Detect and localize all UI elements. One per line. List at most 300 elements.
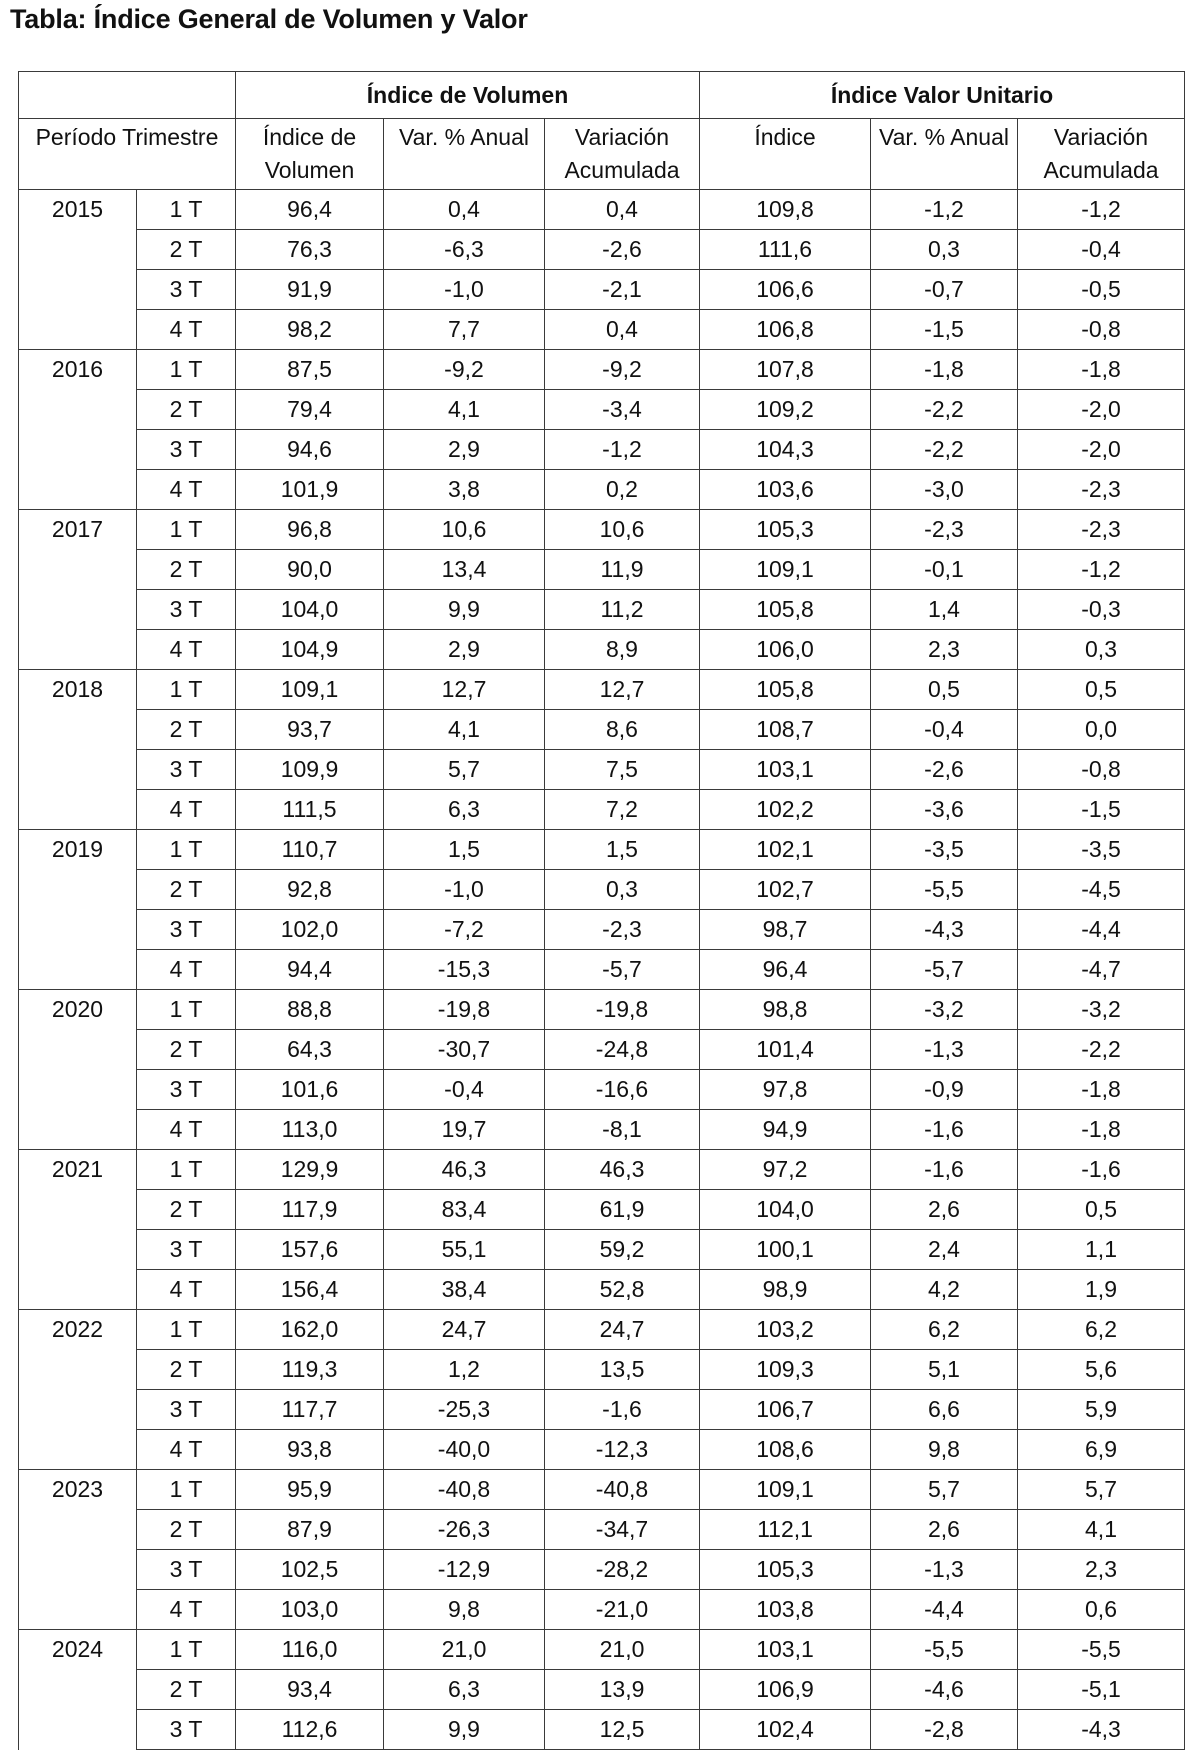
year-cell — [19, 1510, 137, 1550]
val-var-anual-cell: -1,6 — [871, 1110, 1018, 1150]
quarter-cell: 3 T — [137, 910, 236, 950]
quarter-cell: 3 T — [137, 1230, 236, 1270]
val-var-anual-cell: -1,5 — [871, 310, 1018, 350]
vol-indice-cell: 119,3 — [236, 1350, 384, 1390]
val-indice-cell: 103,8 — [700, 1590, 871, 1630]
vol-var-acum-cell: -2,3 — [545, 910, 700, 950]
vol-var-acum-cell: -40,8 — [545, 1470, 700, 1510]
year-cell: 2024 — [19, 1630, 137, 1670]
year-cell — [19, 710, 137, 750]
table-row — [19, 1670, 1185, 1710]
vol-indice-cell: 102,0 — [236, 910, 384, 950]
header-group-row — [19, 72, 1185, 119]
val-var-anual-cell: -2,3 — [871, 510, 1018, 550]
vol-indice-cell: 91,9 — [236, 270, 384, 310]
val-var-acum-cell: 1,9 — [1018, 1270, 1185, 1310]
val-indice-cell: 96,4 — [700, 950, 871, 990]
page-title: Tabla: Índice General de Volumen y Valor — [10, 4, 528, 34]
val-var-acum-cell: -1,8 — [1018, 1110, 1185, 1150]
table-row — [19, 1590, 1185, 1630]
vol-indice-cell: 101,9 — [236, 470, 384, 510]
year-cell — [19, 1390, 137, 1430]
val-var-acum-cell: -0,5 — [1018, 270, 1185, 310]
vol-var-anual-cell: 0,4 — [384, 190, 545, 230]
val-var-acum-cell: -0,3 — [1018, 590, 1185, 630]
val-indice-cell: 107,8 — [700, 350, 871, 390]
val-indice-cell: 98,7 — [700, 910, 871, 950]
val-indice-cell: 102,2 — [700, 790, 871, 830]
table-row — [19, 1270, 1185, 1310]
vol-var-acum-cell: 11,2 — [545, 590, 700, 630]
year-cell — [19, 310, 137, 350]
year-cell — [19, 950, 137, 990]
val-var-anual-cell: 1,4 — [871, 590, 1018, 630]
quarter-cell: 4 T — [137, 1270, 236, 1310]
val-var-acum-cell: 6,2 — [1018, 1310, 1185, 1350]
year-cell — [19, 750, 137, 790]
vol-var-anual-cell: -26,3 — [384, 1510, 545, 1550]
val-var-anual-cell: -1,2 — [871, 190, 1018, 230]
vol-indice-cell: 76,3 — [236, 230, 384, 270]
vol-indice-cell: 111,5 — [236, 790, 384, 830]
val-var-anual-cell: 6,6 — [871, 1390, 1018, 1430]
year-cell — [19, 390, 137, 430]
vol-var-anual-cell: 12,7 — [384, 670, 545, 710]
header-val-var-acum: Variación Acumulada — [1018, 119, 1185, 190]
quarter-cell: 1 T — [137, 830, 236, 870]
vol-var-anual-cell: 38,4 — [384, 1270, 545, 1310]
val-var-acum-cell: -0,8 — [1018, 750, 1185, 790]
val-var-anual-cell: -4,4 — [871, 1590, 1018, 1630]
year-cell — [19, 1190, 137, 1230]
year-cell — [19, 1430, 137, 1470]
year-cell — [19, 1590, 137, 1630]
val-indice-cell: 111,6 — [700, 230, 871, 270]
vol-var-anual-cell: -40,0 — [384, 1430, 545, 1470]
vol-var-anual-cell: -0,4 — [384, 1070, 545, 1110]
val-var-anual-cell: -0,9 — [871, 1070, 1018, 1110]
vol-var-acum-cell: -34,7 — [545, 1510, 700, 1550]
val-indice-cell: 103,1 — [700, 1630, 871, 1670]
val-var-anual-cell: 5,7 — [871, 1470, 1018, 1510]
val-indice-cell: 94,9 — [700, 1110, 871, 1150]
val-indice-cell: 105,3 — [700, 510, 871, 550]
quarter-cell: 2 T — [137, 870, 236, 910]
val-var-acum-cell: -0,4 — [1018, 230, 1185, 270]
vol-var-acum-cell: -2,1 — [545, 270, 700, 310]
vol-indice-cell: 117,7 — [236, 1390, 384, 1430]
vol-var-acum-cell: 12,7 — [545, 670, 700, 710]
vol-var-anual-cell: -12,9 — [384, 1550, 545, 1590]
vol-indice-cell: 88,8 — [236, 990, 384, 1030]
header-sub-row — [19, 119, 1185, 190]
val-indice-cell: 105,8 — [700, 590, 871, 630]
val-var-anual-cell: 6,2 — [871, 1310, 1018, 1350]
table-row — [19, 470, 1185, 510]
val-indice-cell: 102,4 — [700, 1710, 871, 1750]
val-indice-cell: 104,3 — [700, 430, 871, 470]
vol-var-anual-cell: -9,2 — [384, 350, 545, 390]
val-var-acum-cell: 2,3 — [1018, 1550, 1185, 1590]
vol-indice-cell: 64,3 — [236, 1030, 384, 1070]
vol-var-acum-cell: 11,9 — [545, 550, 700, 590]
vol-indice-cell: 109,9 — [236, 750, 384, 790]
vol-var-acum-cell: -1,6 — [545, 1390, 700, 1430]
val-var-anual-cell: -2,8 — [871, 1710, 1018, 1750]
val-indice-cell: 106,9 — [700, 1670, 871, 1710]
val-indice-cell: 98,9 — [700, 1270, 871, 1310]
vol-var-anual-cell: 24,7 — [384, 1310, 545, 1350]
val-var-anual-cell: -2,6 — [871, 750, 1018, 790]
year-cell — [19, 590, 137, 630]
vol-indice-cell: 104,0 — [236, 590, 384, 630]
year-cell — [19, 1270, 137, 1310]
vol-indice-cell: 102,5 — [236, 1550, 384, 1590]
val-var-anual-cell: -5,7 — [871, 950, 1018, 990]
table-row — [19, 190, 1185, 230]
year-cell: 2017 — [19, 510, 137, 550]
val-var-anual-cell: -3,6 — [871, 790, 1018, 830]
quarter-cell: 1 T — [137, 350, 236, 390]
val-var-acum-cell: -4,5 — [1018, 870, 1185, 910]
val-var-acum-cell: 0,3 — [1018, 630, 1185, 670]
val-var-acum-cell: 0,5 — [1018, 1190, 1185, 1230]
year-cell: 2023 — [19, 1470, 137, 1510]
quarter-cell: 3 T — [137, 1550, 236, 1590]
vol-var-anual-cell: 2,9 — [384, 630, 545, 670]
quarter-cell: 1 T — [137, 1150, 236, 1190]
vol-var-acum-cell: -5,7 — [545, 950, 700, 990]
val-var-anual-cell: -3,2 — [871, 990, 1018, 1030]
val-indice-cell: 97,2 — [700, 1150, 871, 1190]
val-var-acum-cell: -0,8 — [1018, 310, 1185, 350]
quarter-cell: 4 T — [137, 1590, 236, 1630]
quarter-cell: 1 T — [137, 1470, 236, 1510]
vol-var-anual-cell: 83,4 — [384, 1190, 545, 1230]
vol-var-acum-cell: 1,5 — [545, 830, 700, 870]
vol-var-acum-cell: -8,1 — [545, 1110, 700, 1150]
val-var-acum-cell: -4,3 — [1018, 1710, 1185, 1750]
val-var-acum-cell: -3,5 — [1018, 830, 1185, 870]
vol-indice-cell: 90,0 — [236, 550, 384, 590]
year-cell — [19, 1550, 137, 1590]
val-var-acum-cell: 5,7 — [1018, 1470, 1185, 1510]
vol-var-acum-cell: -24,8 — [545, 1030, 700, 1070]
vol-var-acum-cell: -12,3 — [545, 1430, 700, 1470]
table-row — [19, 670, 1185, 710]
year-cell — [19, 1350, 137, 1390]
vol-var-anual-cell: 4,1 — [384, 710, 545, 750]
val-var-acum-cell: 5,6 — [1018, 1350, 1185, 1390]
header-group-volumen: Índice de Volumen — [236, 72, 700, 119]
val-var-acum-cell: -4,7 — [1018, 950, 1185, 990]
table-row — [19, 1070, 1185, 1110]
year-cell: 2016 — [19, 350, 137, 390]
quarter-cell: 4 T — [137, 790, 236, 830]
val-indice-cell: 109,8 — [700, 190, 871, 230]
quarter-cell: 1 T — [137, 990, 236, 1030]
table-row — [19, 1550, 1185, 1590]
vol-var-anual-cell: -19,8 — [384, 990, 545, 1030]
val-var-anual-cell: 2,6 — [871, 1510, 1018, 1550]
vol-indice-cell: 113,0 — [236, 1110, 384, 1150]
vol-indice-cell: 117,9 — [236, 1190, 384, 1230]
vol-indice-cell: 87,5 — [236, 350, 384, 390]
val-var-acum-cell: -2,0 — [1018, 390, 1185, 430]
vol-var-anual-cell: 6,3 — [384, 790, 545, 830]
vol-var-acum-cell: 21,0 — [545, 1630, 700, 1670]
year-cell — [19, 1230, 137, 1270]
year-cell — [19, 1070, 137, 1110]
val-var-acum-cell: 0,6 — [1018, 1590, 1185, 1630]
val-var-anual-cell: 2,4 — [871, 1230, 1018, 1270]
vol-indice-cell: 96,4 — [236, 190, 384, 230]
val-var-anual-cell: -1,3 — [871, 1030, 1018, 1070]
val-var-anual-cell: -0,1 — [871, 550, 1018, 590]
header-val-indice: Índice — [700, 119, 871, 190]
val-var-acum-cell: 4,1 — [1018, 1510, 1185, 1550]
val-indice-cell: 108,6 — [700, 1430, 871, 1470]
val-var-anual-cell: -4,3 — [871, 910, 1018, 950]
vol-var-acum-cell: 7,2 — [545, 790, 700, 830]
year-cell — [19, 790, 137, 830]
val-var-acum-cell: -2,3 — [1018, 470, 1185, 510]
val-indice-cell: 106,0 — [700, 630, 871, 670]
table-row — [19, 1030, 1185, 1070]
header-vol-indice: Índice de Volumen — [236, 119, 384, 190]
vol-var-acum-cell: -21,0 — [545, 1590, 700, 1630]
vol-var-anual-cell: 9,9 — [384, 1710, 545, 1750]
vol-var-anual-cell: 10,6 — [384, 510, 545, 550]
year-cell — [19, 910, 137, 950]
vol-var-anual-cell: 21,0 — [384, 1630, 545, 1670]
vol-indice-cell: 110,7 — [236, 830, 384, 870]
val-var-anual-cell: -2,2 — [871, 430, 1018, 470]
vol-var-acum-cell: 61,9 — [545, 1190, 700, 1230]
val-var-acum-cell: 1,1 — [1018, 1230, 1185, 1270]
val-var-anual-cell: 5,1 — [871, 1350, 1018, 1390]
vol-var-acum-cell: 13,5 — [545, 1350, 700, 1390]
table-row — [19, 1150, 1185, 1190]
table-row — [19, 870, 1185, 910]
val-var-anual-cell: -5,5 — [871, 1630, 1018, 1670]
vol-var-anual-cell: 55,1 — [384, 1230, 545, 1270]
quarter-cell: 2 T — [137, 550, 236, 590]
vol-var-acum-cell: 0,3 — [545, 870, 700, 910]
val-indice-cell: 104,0 — [700, 1190, 871, 1230]
vol-indice-cell: 156,4 — [236, 1270, 384, 1310]
val-var-acum-cell: -3,2 — [1018, 990, 1185, 1030]
val-var-acum-cell: -1,8 — [1018, 350, 1185, 390]
table-row — [19, 1630, 1185, 1670]
year-cell — [19, 1030, 137, 1070]
table-row — [19, 830, 1185, 870]
vol-var-anual-cell: 5,7 — [384, 750, 545, 790]
vol-var-acum-cell: -3,4 — [545, 390, 700, 430]
vol-var-anual-cell: -15,3 — [384, 950, 545, 990]
vol-indice-cell: 101,6 — [236, 1070, 384, 1110]
quarter-cell: 1 T — [137, 670, 236, 710]
table-row — [19, 550, 1185, 590]
vol-var-acum-cell: 10,6 — [545, 510, 700, 550]
quarter-cell: 3 T — [137, 270, 236, 310]
quarter-cell: 3 T — [137, 1390, 236, 1430]
vol-var-acum-cell: 13,9 — [545, 1670, 700, 1710]
val-indice-cell: 109,2 — [700, 390, 871, 430]
table-row — [19, 1470, 1185, 1510]
val-var-acum-cell: 6,9 — [1018, 1430, 1185, 1470]
header-group-valor: Índice Valor Unitario — [700, 72, 1185, 119]
val-var-acum-cell: -5,5 — [1018, 1630, 1185, 1670]
val-indice-cell: 105,8 — [700, 670, 871, 710]
year-cell — [19, 1710, 137, 1750]
vol-var-anual-cell: 7,7 — [384, 310, 545, 350]
vol-var-acum-cell: 24,7 — [545, 1310, 700, 1350]
vol-var-anual-cell: 9,9 — [384, 590, 545, 630]
table-row — [19, 270, 1185, 310]
quarter-cell: 4 T — [137, 310, 236, 350]
quarter-cell: 2 T — [137, 710, 236, 750]
header-periodo: Período Trimestre — [19, 119, 236, 190]
vol-var-anual-cell: -6,3 — [384, 230, 545, 270]
table-row — [19, 1510, 1185, 1550]
vol-var-anual-cell: -25,3 — [384, 1390, 545, 1430]
year-cell — [19, 1110, 137, 1150]
val-var-anual-cell: 2,3 — [871, 630, 1018, 670]
vol-indice-cell: 93,7 — [236, 710, 384, 750]
vol-var-acum-cell: -1,2 — [545, 430, 700, 470]
vol-var-anual-cell: 6,3 — [384, 1670, 545, 1710]
vol-indice-cell: 103,0 — [236, 1590, 384, 1630]
quarter-cell: 1 T — [137, 510, 236, 550]
vol-indice-cell: 79,4 — [236, 390, 384, 430]
year-cell: 2018 — [19, 670, 137, 710]
val-var-anual-cell: 0,3 — [871, 230, 1018, 270]
vol-indice-cell: 116,0 — [236, 1630, 384, 1670]
vol-var-acum-cell: 0,4 — [545, 310, 700, 350]
val-var-acum-cell: -5,1 — [1018, 1670, 1185, 1710]
vol-var-anual-cell: 9,8 — [384, 1590, 545, 1630]
val-var-acum-cell: -2,3 — [1018, 510, 1185, 550]
val-var-acum-cell: 0,5 — [1018, 670, 1185, 710]
val-indice-cell: 105,3 — [700, 1550, 871, 1590]
vol-var-anual-cell: 19,7 — [384, 1110, 545, 1150]
vol-var-acum-cell: 52,8 — [545, 1270, 700, 1310]
val-var-acum-cell: -1,8 — [1018, 1070, 1185, 1110]
table-row — [19, 1350, 1185, 1390]
header-vol-var-acum: Variación Acumulada — [545, 119, 700, 190]
vol-indice-cell: 109,1 — [236, 670, 384, 710]
vol-indice-cell: 94,6 — [236, 430, 384, 470]
vol-indice-cell: 93,4 — [236, 1670, 384, 1710]
val-var-anual-cell: 9,8 — [871, 1430, 1018, 1470]
year-cell: 2021 — [19, 1150, 137, 1190]
val-indice-cell: 97,8 — [700, 1070, 871, 1110]
vol-var-acum-cell: 59,2 — [545, 1230, 700, 1270]
year-cell — [19, 1670, 137, 1710]
table-row — [19, 630, 1185, 670]
val-indice-cell: 103,6 — [700, 470, 871, 510]
quarter-cell: 4 T — [137, 950, 236, 990]
val-var-anual-cell: -1,8 — [871, 350, 1018, 390]
table-row — [19, 590, 1185, 630]
vol-var-anual-cell: 1,2 — [384, 1350, 545, 1390]
vol-var-anual-cell: -1,0 — [384, 870, 545, 910]
val-var-anual-cell: 0,5 — [871, 670, 1018, 710]
val-var-anual-cell: -1,6 — [871, 1150, 1018, 1190]
quarter-cell: 3 T — [137, 750, 236, 790]
vol-var-anual-cell: 46,3 — [384, 1150, 545, 1190]
vol-var-anual-cell: 4,1 — [384, 390, 545, 430]
val-var-anual-cell: -0,4 — [871, 710, 1018, 750]
quarter-cell: 4 T — [137, 1430, 236, 1470]
val-var-acum-cell: -1,6 — [1018, 1150, 1185, 1190]
year-cell — [19, 430, 137, 470]
year-cell: 2015 — [19, 190, 137, 230]
vol-var-anual-cell: 3,8 — [384, 470, 545, 510]
vol-var-acum-cell: -9,2 — [545, 350, 700, 390]
vol-var-anual-cell: -1,0 — [384, 270, 545, 310]
quarter-cell: 1 T — [137, 190, 236, 230]
year-cell — [19, 550, 137, 590]
val-var-acum-cell: -1,5 — [1018, 790, 1185, 830]
vol-indice-cell: 87,9 — [236, 1510, 384, 1550]
val-indice-cell: 109,1 — [700, 1470, 871, 1510]
header-empty-cell — [19, 72, 236, 119]
table-row — [19, 1430, 1185, 1470]
vol-var-anual-cell: -7,2 — [384, 910, 545, 950]
val-indice-cell: 109,1 — [700, 550, 871, 590]
quarter-cell: 1 T — [137, 1630, 236, 1670]
vol-var-anual-cell: 1,5 — [384, 830, 545, 870]
val-indice-cell: 100,1 — [700, 1230, 871, 1270]
vol-indice-cell: 95,9 — [236, 1470, 384, 1510]
quarter-cell: 2 T — [137, 1030, 236, 1070]
year-cell — [19, 870, 137, 910]
val-indice-cell: 108,7 — [700, 710, 871, 750]
val-indice-cell: 98,8 — [700, 990, 871, 1030]
year-cell: 2019 — [19, 830, 137, 870]
table-row — [19, 430, 1185, 470]
val-var-acum-cell: -4,4 — [1018, 910, 1185, 950]
val-var-acum-cell: -2,2 — [1018, 1030, 1185, 1070]
vol-var-acum-cell: -2,6 — [545, 230, 700, 270]
vol-var-acum-cell: 46,3 — [545, 1150, 700, 1190]
val-var-anual-cell: -4,6 — [871, 1670, 1018, 1710]
val-indice-cell: 102,7 — [700, 870, 871, 910]
val-indice-cell: 112,1 — [700, 1510, 871, 1550]
quarter-cell: 4 T — [137, 1110, 236, 1150]
val-indice-cell: 103,1 — [700, 750, 871, 790]
quarter-cell: 3 T — [137, 430, 236, 470]
table-body — [19, 190, 1185, 1750]
data-table — [18, 71, 1185, 1750]
quarter-cell: 2 T — [137, 230, 236, 270]
vol-indice-cell: 96,8 — [236, 510, 384, 550]
table-row — [19, 1110, 1185, 1150]
vol-var-acum-cell: 7,5 — [545, 750, 700, 790]
val-var-anual-cell: -3,5 — [871, 830, 1018, 870]
quarter-cell: 4 T — [137, 470, 236, 510]
quarter-cell: 3 T — [137, 1070, 236, 1110]
val-var-anual-cell: 4,2 — [871, 1270, 1018, 1310]
vol-var-acum-cell: 0,2 — [545, 470, 700, 510]
year-cell — [19, 270, 137, 310]
val-indice-cell: 102,1 — [700, 830, 871, 870]
header-val-var-anual: Var. % Anual — [871, 119, 1018, 190]
val-var-anual-cell: -1,3 — [871, 1550, 1018, 1590]
table-row — [19, 230, 1185, 270]
